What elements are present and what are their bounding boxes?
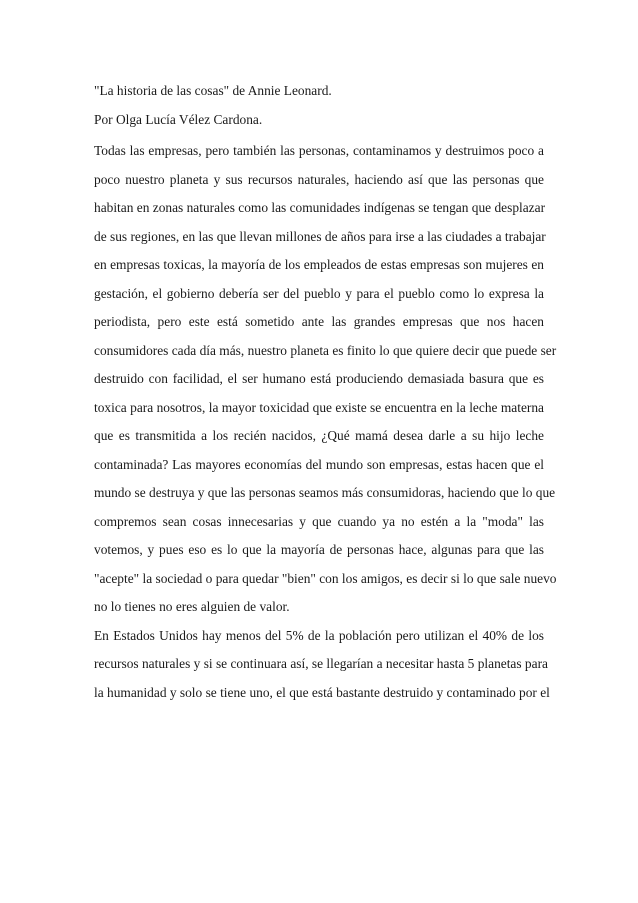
paragraph-line: "acepte" la sociedad o para quedar "bien" con los amigos, es decir si lo que sale nuevo bbox=[94, 570, 557, 586]
paragraph-line: En Estados Unidos hay menos del 5% de la población pero utilizan el 40% de los bbox=[94, 627, 544, 643]
paragraph-1 bbox=[94, 137, 557, 622]
paragraph-line: que es transmitida a los recién nacidos, ¿Qué mamá desea darle a su hijo leche bbox=[94, 428, 544, 443]
paragraph-line: consumidores cada día más, nuestro planeta es finito lo que quiere decir que puede ser bbox=[94, 342, 557, 358]
paragraph-line: en empresas toxicas, la mayoría de los empleados de estas empresas son mujeres en bbox=[94, 257, 544, 272]
paragraph-line: compremos sean cosas innecesarias y que cuando ya no estén a la "moda" las bbox=[94, 513, 544, 529]
paragraph-line: periodista, pero este está sometido ante las grandes empresas que nos hacen bbox=[94, 314, 544, 329]
paragraph-line: poco nuestro planeta y sus recursos naturales, haciendo así que las personas que bbox=[94, 171, 544, 187]
paragraph-line: gestación, el gobierno debería ser del pueblo y para el pueblo como lo expresa la bbox=[94, 285, 544, 301]
paragraph-line: mundo se destruya y que las personas seamos más consumidoras, haciendo que lo que bbox=[94, 485, 556, 500]
paragraph-line: toxica para nosotros, la mayor toxicidad que existe se encuentra en la leche materna bbox=[94, 399, 544, 415]
paragraph-line: recursos naturales y si se continuara así, se llegarían a necesitar hasta 5 planetas para bbox=[94, 656, 548, 671]
document-page bbox=[94, 82, 557, 707]
paragraph-line: Todas las empresas, pero también las personas, contaminamos y destruimos poco a bbox=[94, 143, 544, 158]
document-title: "La historia de las cosas" de Annie Leonard. bbox=[94, 83, 332, 98]
paragraph-line: destruido con facilidad, el ser humano está produciendo demasiada basura que es bbox=[94, 371, 544, 386]
paragraph-line: contaminada? Las mayores economías del mundo son empresas, estas hacen que el bbox=[94, 456, 544, 472]
paragraph-line: de sus regiones, en las que llevan millones de años para irse a las ciudades a trabajar bbox=[94, 228, 546, 244]
paragraph-line: votemos, y pues eso es lo que la mayoría de personas hace, algunas para que las bbox=[94, 542, 544, 557]
paragraph-2 bbox=[94, 622, 550, 708]
document-author: Por Olga Lucía Vélez Cardona. bbox=[94, 112, 263, 127]
paragraph-line: no lo tienes no eres alguien de valor. bbox=[94, 599, 290, 614]
paragraph-line: la humanidad y solo se tiene uno, el que está bastante destruido y contaminado por el bbox=[94, 684, 550, 700]
paragraph-line: habitan en zonas naturales como las comunidades indígenas se tengan que desplazar bbox=[94, 200, 546, 215]
